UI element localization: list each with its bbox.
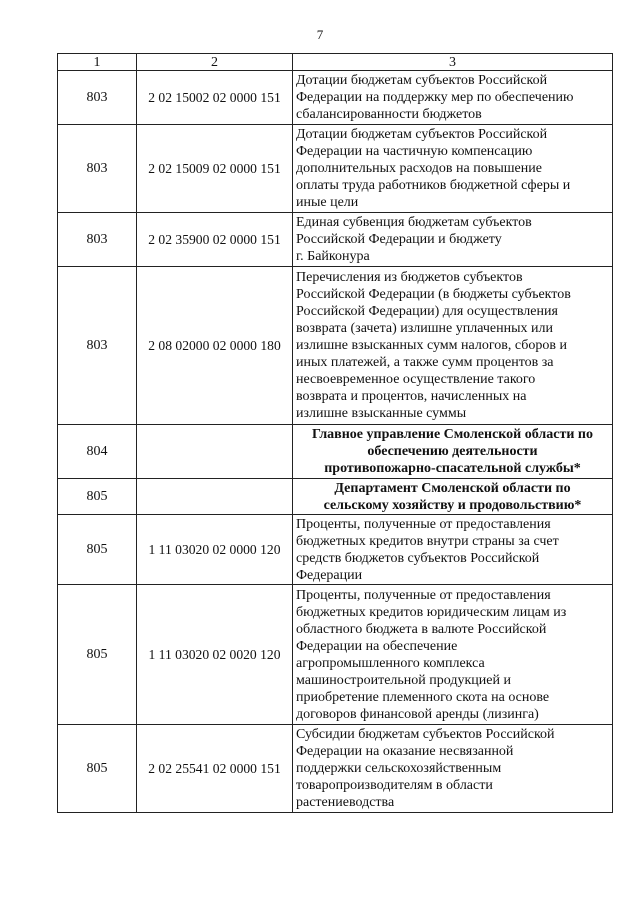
- header-col-2: 2: [137, 54, 293, 71]
- table-row: [58, 725, 613, 813]
- description-line: г. Байконура: [296, 249, 370, 264]
- table-row-section: [58, 425, 613, 479]
- admin-code: 805: [58, 515, 137, 585]
- description-line: иные цели: [296, 195, 359, 210]
- table-row-section: [58, 479, 613, 515]
- section-title-line: сельскому хозяйству и продовольствию*: [323, 497, 582, 513]
- description-line: возврата и процентов, начисленных на: [296, 389, 527, 404]
- description-line: агропромышленного комплекса: [296, 655, 485, 671]
- description-line: Федерации на оказание несвязанной: [296, 744, 514, 759]
- section-title-line: Департамент Смоленской области по: [334, 480, 571, 496]
- description-line: Федерации на обеспечение: [296, 638, 458, 654]
- admin-code: 805: [58, 725, 137, 813]
- description-line: оплаты труда работников бюджетной сферы и: [296, 178, 571, 193]
- revenue-code: 2 08 02000 02 0000 180: [137, 267, 293, 425]
- revenue-code: [137, 425, 293, 479]
- description-line: растениеводства: [296, 795, 395, 810]
- section-title: [293, 425, 613, 479]
- revenue-description: [293, 725, 613, 813]
- description-line: Проценты, полученные от предоставления: [296, 587, 551, 603]
- description-line: товаропроизводителям в области: [296, 778, 493, 793]
- table-row: [58, 125, 613, 213]
- description-line: дополнительных расходов на повышение: [296, 161, 542, 176]
- description-line: приобретение племенного скота на основе: [296, 689, 550, 705]
- description-line: средств бюджетов субъектов Российской: [296, 550, 540, 566]
- revenue-description: [293, 71, 613, 125]
- admin-code: 804: [58, 425, 137, 479]
- section-title: [293, 479, 613, 515]
- description-line: Федерации на поддержку мер по обеспечению: [296, 90, 574, 105]
- section-title-line: противопожарно-спасательной службы*: [324, 461, 581, 476]
- table-row: [58, 267, 613, 425]
- description-line: Российской Федерации) для осуществления: [296, 304, 558, 319]
- revenue-description: [293, 213, 613, 267]
- description-line: машиностроительной продукцией и: [296, 672, 511, 688]
- revenue-description: [293, 585, 613, 725]
- description-line: несвоевременное осуществление такого: [296, 372, 536, 387]
- description-line: возврата (зачета) излишне уплаченных или: [296, 321, 554, 336]
- admin-code: 803: [58, 213, 137, 267]
- revenue-classification-table: [57, 53, 613, 813]
- page-number: 7: [316, 27, 324, 42]
- description-line: поддержки сельскохозяйственным: [296, 761, 502, 776]
- description-line: договоров финансовой аренды (лизинга): [296, 706, 539, 722]
- revenue-code: 2 02 15009 02 0000 151: [137, 125, 293, 213]
- admin-code: 803: [58, 267, 137, 425]
- description-line: Федерации на частичную компенсацию: [296, 144, 533, 159]
- description-line: областного бюджета в валюте Российской: [296, 621, 547, 637]
- description-line: Перечисления из бюджетов субъектов: [296, 270, 523, 285]
- description-line: бюджетных кредитов внутри страны за счет: [296, 533, 559, 549]
- revenue-description: [293, 267, 613, 425]
- header-col-3: 3: [293, 54, 613, 71]
- section-title-line: Главное управление Смоленской области по: [312, 427, 593, 442]
- table-header-row: [58, 54, 613, 71]
- admin-code: 803: [58, 71, 137, 125]
- description-line: сбалансированности бюджетов: [296, 107, 482, 122]
- header-col-1: 1: [58, 54, 137, 71]
- description-line: Российской Федерации (в бюджеты субъектов: [296, 287, 571, 302]
- description-line: иных платежей, а также сумм процентов за: [296, 355, 554, 370]
- revenue-code: 1 11 03020 02 0020 120: [137, 585, 293, 725]
- table-row: [58, 213, 613, 267]
- admin-code: 805: [58, 479, 137, 515]
- table-row: [58, 585, 613, 725]
- revenue-description: [293, 515, 613, 585]
- description-line: Федерации: [296, 567, 363, 583]
- revenue-code: 2 02 25541 02 0000 151: [137, 725, 293, 813]
- revenue-description: [293, 125, 613, 213]
- revenue-code: 2 02 15002 02 0000 151: [137, 71, 293, 125]
- table-row: [58, 71, 613, 125]
- revenue-code: 1 11 03020 02 0000 120: [137, 515, 293, 585]
- revenue-code: [137, 479, 293, 515]
- admin-code: 805: [58, 585, 137, 725]
- description-line: излишне взысканных сумм налогов, сборов и: [296, 338, 567, 353]
- description-line: Проценты, полученные от предоставления: [296, 516, 551, 532]
- section-title-line: обеспечению деятельности: [367, 444, 538, 459]
- revenue-code: 2 02 35900 02 0000 151: [137, 213, 293, 267]
- description-line: Дотации бюджетам субъектов Российской: [296, 73, 548, 88]
- description-line: излишне взысканные суммы: [296, 406, 467, 421]
- description-line: Российской Федерации и бюджету: [296, 232, 502, 247]
- table-row: [58, 515, 613, 585]
- description-line: Субсидии бюджетам субъектов Российской: [296, 727, 555, 742]
- description-line: Единая субвенция бюджетам субъектов: [296, 215, 532, 230]
- admin-code: 803: [58, 125, 137, 213]
- description-line: Дотации бюджетам субъектов Российской: [296, 127, 548, 142]
- description-line: бюджетных кредитов юридическим лицам из: [296, 604, 567, 620]
